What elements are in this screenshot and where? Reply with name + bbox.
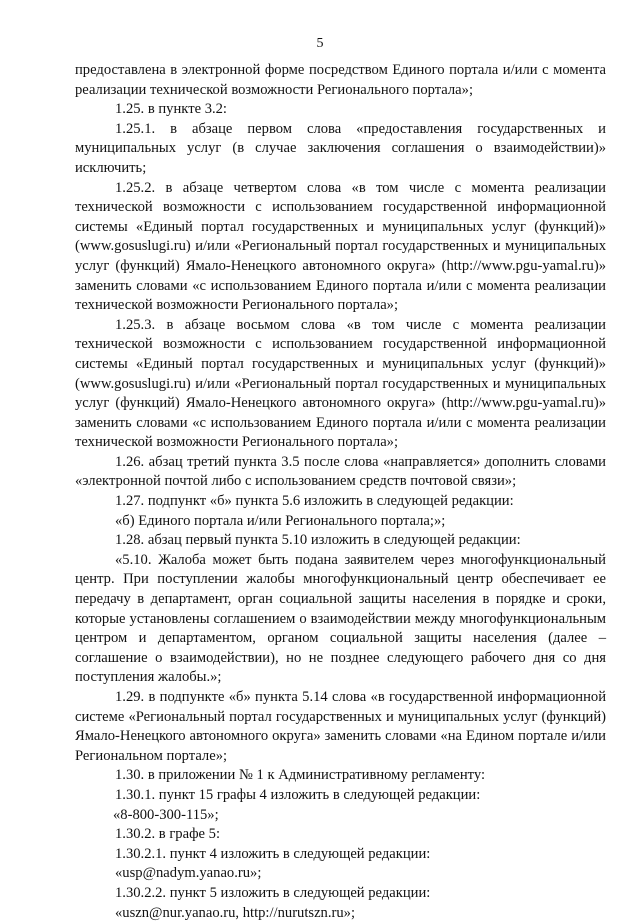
paragraph-1-30-2-2-quote: «uszn@nur.yanao.ru, http://nurutszn.ru»; — [115, 904, 356, 921]
paragraph-1-27-quote: «б) Единого портала и/или Регионального портала;»; — [115, 512, 446, 529]
paragraph-1-28: 1.28. абзац первый пункта 5.10 изложить в следующей редакции: — [115, 532, 521, 549]
paragraph-1-25-1: 1.25.1. в абзаце первом слова «предоставления государственных и муниципальных услуг (в случае заключения соглашения о взаимодействии)» исключить; — [75, 120, 606, 176]
paragraph-1-25: 1.25. в пункте 3.2: — [115, 101, 227, 118]
paragraph-1-25-2: 1.25.2. в абзаце четвертом слова «в том числе с момента реализации технической возможности с использованием государственной информационной системы «Единый портал государственных и муниципальных услуг (функций)» (www.gosuslugi.ru) и/или «Региональный портал государственных и муниципальных услуг (функций) Ямало-Ненецкого автономного округа» (http://www.pgu-yamal.ru)» заменить словами «с использованием Единого портала и/или с момента реализации технической возможности Регионального портала»; — [75, 179, 606, 314]
paragraph-1-27: 1.27. подпункт «б» пункта 5.6 изложить в следующей редакции: — [115, 493, 514, 510]
page-number: 5 — [316, 36, 324, 51]
paragraph-1-29: 1.29. в подпункте «б» пункта 5.14 слова «в государственной информационной системе «Региональный портал государственных и муниципальных услуг (функций) Ямало-Ненецкого автономного округа» заменить словами «на Едином портале и/или Региональном портале»; — [75, 689, 606, 764]
paragraph-1-26: 1.26. абзац третий пункта 3.5 после слова «направляется» дополнить словами «электронной почтой либо с использованием средств почтовой связи»; — [75, 453, 606, 490]
paragraph-1-30-1: 1.30.1. пункт 15 графы 4 изложить в следующей редакции: — [115, 786, 481, 803]
paragraph-5-10-quote: «5.10. Жалоба может быть подана заявителем через многофункциональный центр. При поступлении жалобы многофункциональный центр обеспечивает ее передачу в департамент, орган социальной защиты населения в порядке и сроки, которые установлены соглашением о взаимодействии между многофункциональным центром и департаментом, органом социальной защиты населения (далее – соглашение о взаимодействии), но не позднее следующего рабочего дня со дня поступления жалобы.»; — [75, 551, 606, 686]
paragraph-1-30: 1.30. в приложении № 1 к Административному регламенту: — [115, 767, 486, 784]
document-body — [75, 61, 606, 923]
paragraph-1-30-2-2: 1.30.2.2. пункт 5 изложить в следующей редакции: — [115, 884, 431, 901]
paragraph-1-25-3: 1.25.3. в абзаце восьмом слова «в том числе с момента реализации технической возможности с использованием государственной информационной системы «Единый портал государственных и муниципальных услуг (функций)» (www.gosuslugi.ru) и/или «Региональный портал государственных и муниципальных услуг (функций) Ямало-Ненецкого автономного округа» (http://www.pgu-yamal.ru)» заменить словами «с использованием Единого портала и/или с момента реализации технической возможности Регионального портала»; — [75, 316, 606, 451]
paragraph-continuation: предоставлена в электронной форме посредством Единого портала и/или с момента реализации технической возможности Регионального портала»; — [75, 62, 606, 98]
paragraph-1-30-2-1-quote: «usp@nadym.yanao.ru»; — [115, 865, 262, 882]
paragraph-1-30-2-1: 1.30.2.1. пункт 4 изложить в следующей редакции: — [115, 845, 431, 862]
paragraph-1-30-1-quote: «8-800-300-115»; — [113, 806, 219, 823]
paragraph-1-30-2: 1.30.2. в графе 5: — [115, 826, 221, 843]
